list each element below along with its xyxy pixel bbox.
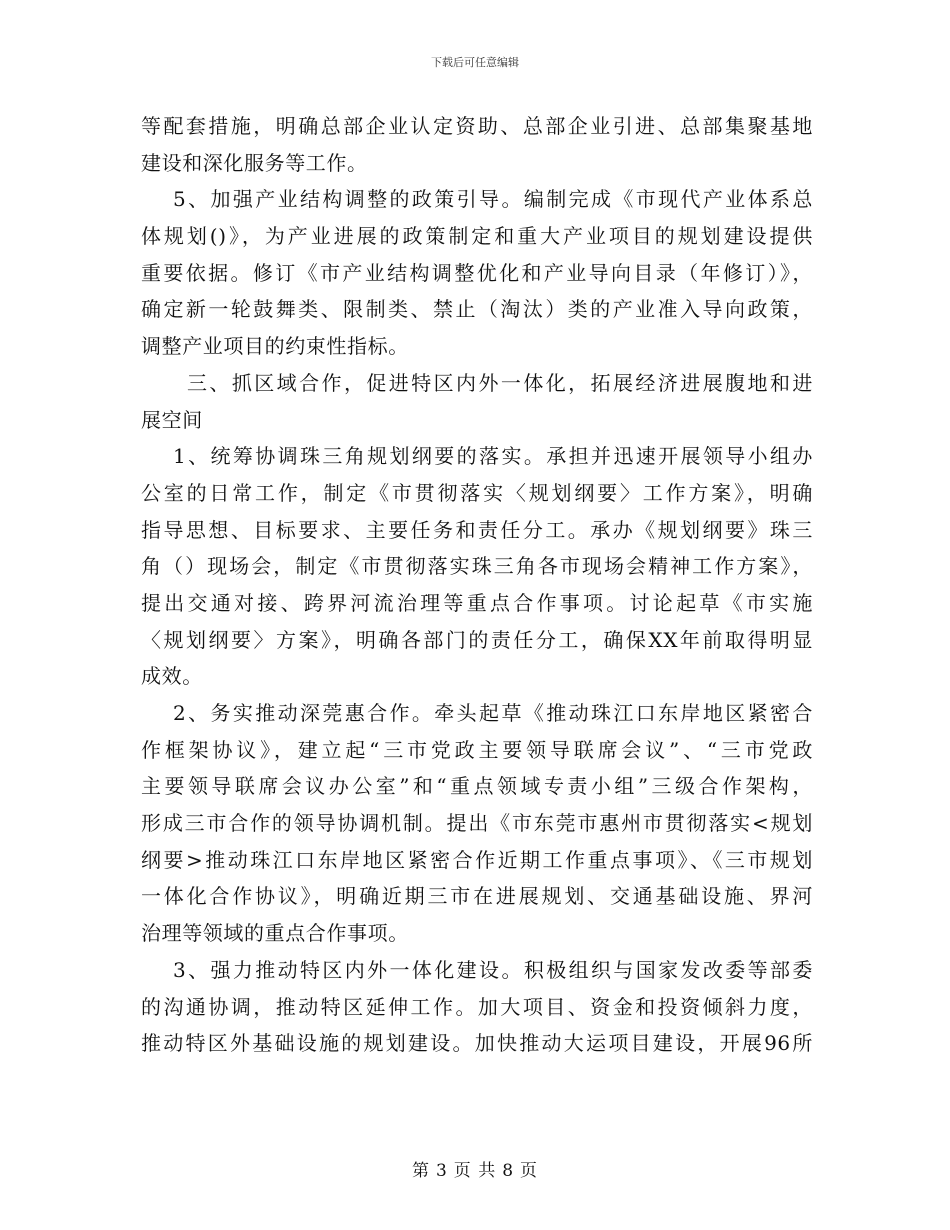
footer-current-page: 3 xyxy=(435,1161,448,1181)
text-line: 3、强力推动特区内外一体化建设。积极组织与国家发改委等部委 xyxy=(173,957,813,982)
text-line: 确定新一轮鼓舞类、限制类、禁止（淘汰）类的产业准入导向政策， xyxy=(141,297,813,322)
footer-total-pages: 8 xyxy=(502,1161,515,1181)
text-line: 的沟通协调，推动特区延伸工作。加大项目、资金和投资倾斜力度， xyxy=(141,994,813,1019)
page-footer xyxy=(0,1156,950,1181)
text-line: 建设和深化服务等工作。 xyxy=(141,150,368,175)
text-line: 成效。 xyxy=(141,664,203,689)
text-line: 提出交通对接、跨界河流治理等重点合作事项。讨论起草《市实施 xyxy=(141,590,813,615)
text-line: 主要领导联席会议办公室”和“重点领域专责小组”三级合作架构， xyxy=(141,774,813,799)
footer-suffix: 页 xyxy=(520,1161,539,1181)
text-line: 形成三市合作的领导协调机制。提出《市东莞市惠州市贯彻落实<规划 xyxy=(141,811,813,836)
text-line: 体规划()》，为产业进展的政策制定和重大产业项目的规划建设提供 xyxy=(141,224,813,249)
text-line: 展空间 xyxy=(141,407,203,432)
text-line: 一体化合作协议》，明确近期三市在进展规划、交通基础设施、界河 xyxy=(141,884,813,909)
page-header-note: 下载后可任意编辑 xyxy=(431,56,519,69)
text-line: 1、统筹协调珠三角规划纲要的落实。承担并迅速开展领导小组办 xyxy=(173,444,813,469)
text-line: 重要依据。修订《市产业结构调整优化和产业导向目录（年修订）》， xyxy=(141,260,813,285)
footer-middle: 页 共 xyxy=(453,1161,497,1181)
text-line: 三、抓区域合作，促进特区内外一体化，拓展经济进展腹地和进 xyxy=(187,370,813,395)
text-line: 〈规划纲要〉方案》，明确各部门的责任分工，确保XX年前取得明显 xyxy=(141,627,813,652)
text-line: 调整产业项目的约束性指标。 xyxy=(141,334,409,359)
text-line: 指导思想、目标要求、主要任务和责任分工。承办《规划纲要》珠三 xyxy=(141,517,813,542)
text-line: 2、务实推动深莞惠合作。牵头起草《推动珠江口东岸地区紧密合 xyxy=(173,701,813,725)
text-line: 推动特区外基础设施的规划建设。加快推动大运项目建设，开展96所 xyxy=(141,1031,813,1056)
text-line: 纲要>推动珠江口东岸地区紧密合作近期工作重点事项》、《三市规划 xyxy=(141,847,813,872)
text-line: 角（）现场会，制定《市贯彻落实珠三角各市现场会精神工作方案》， xyxy=(141,554,813,579)
text-line: 作框架协议》，建立起“三市党政主要领导联席会议”、“三市党政 xyxy=(141,737,813,762)
text-line: 治理等领域的重点合作事项。 xyxy=(141,921,409,946)
text-line: 等配套措施，明确总部企业认定资助、总部企业引进、总部集聚基地 xyxy=(141,114,813,138)
text-line: 5、加强产业结构调整的政策引导。编制完成《市现代产业体系总 xyxy=(173,187,813,212)
footer-prefix: 第 xyxy=(411,1161,430,1181)
text-line: 公室的日常工作，制定《市贯彻落实〈规划纲要〉工作方案》，明确 xyxy=(141,480,813,505)
document-body xyxy=(141,108,813,1062)
